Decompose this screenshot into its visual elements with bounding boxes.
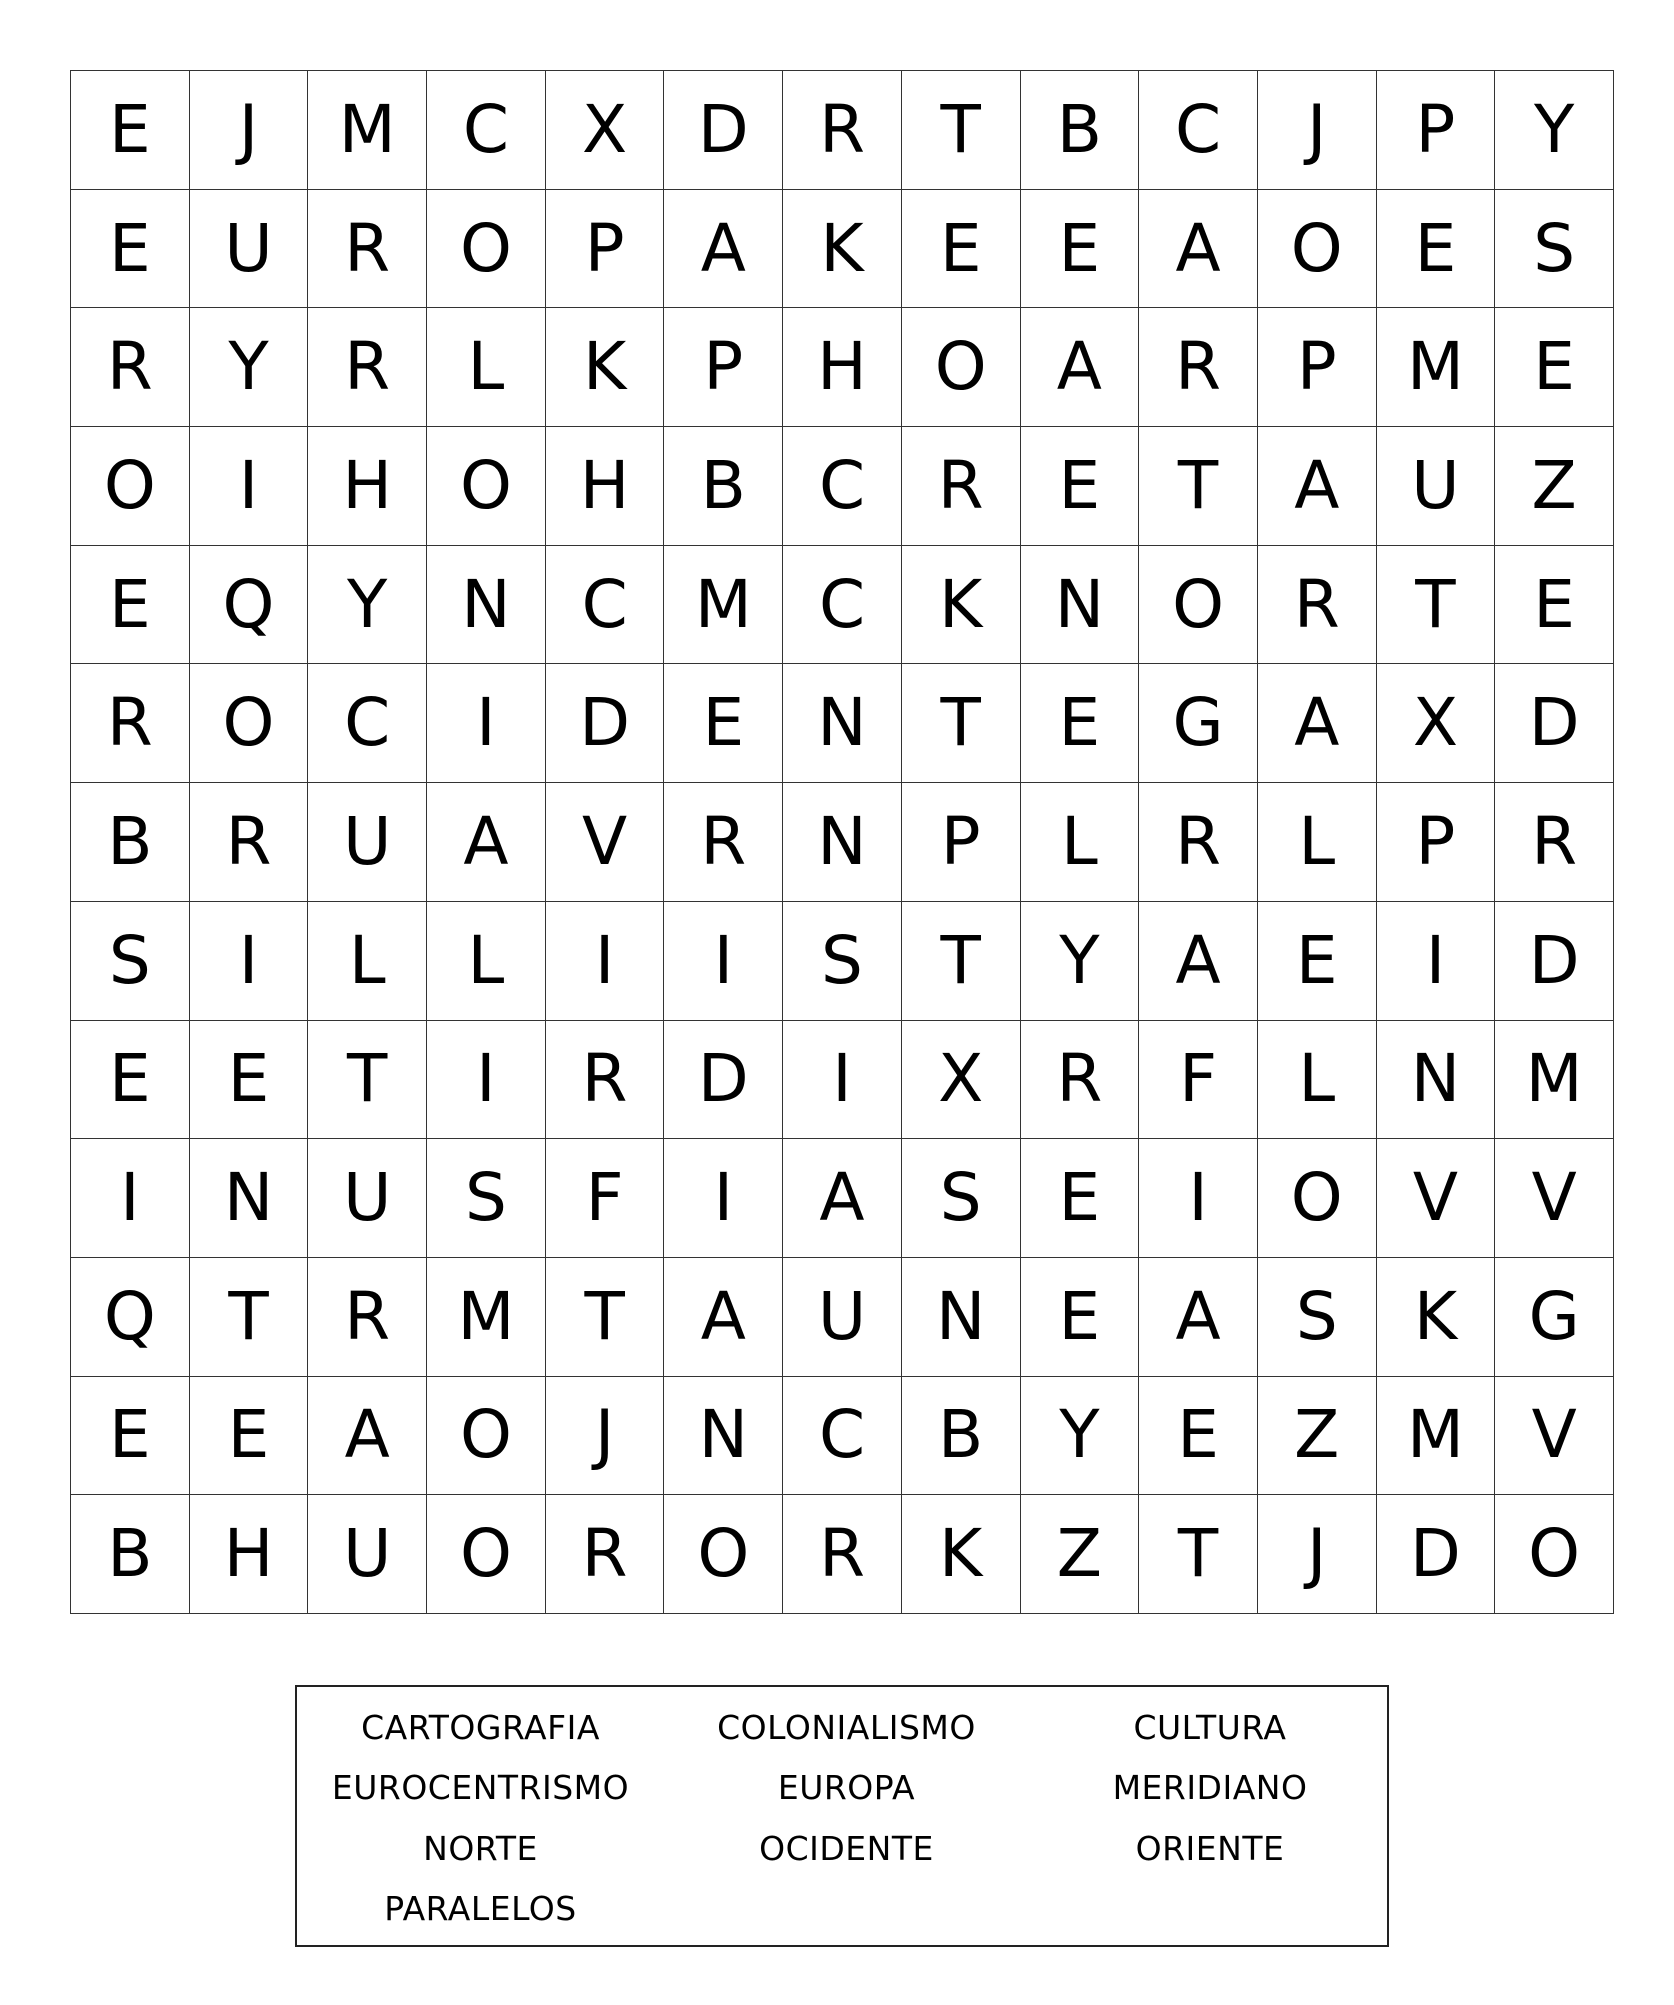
grid-cell[interactable]: K bbox=[546, 308, 665, 427]
grid-cell[interactable]: U bbox=[190, 190, 309, 309]
word-bank-item: PARALELOS bbox=[384, 1889, 577, 1929]
grid-cell[interactable]: A bbox=[1258, 664, 1377, 783]
grid-cell[interactable]: V bbox=[1377, 1139, 1496, 1258]
grid-cell[interactable]: F bbox=[1139, 1021, 1258, 1140]
grid-cell[interactable]: C bbox=[308, 664, 427, 783]
grid-cell[interactable]: T bbox=[308, 1021, 427, 1140]
grid-cell[interactable]: E bbox=[1021, 1139, 1140, 1258]
grid-cell[interactable]: E bbox=[190, 1021, 309, 1140]
grid-cell[interactable]: O bbox=[427, 427, 546, 546]
grid-cell[interactable]: M bbox=[664, 546, 783, 665]
grid-cell[interactable]: L bbox=[427, 308, 546, 427]
grid-cell[interactable]: A bbox=[308, 1377, 427, 1496]
grid-cell[interactable]: J bbox=[1258, 71, 1377, 190]
grid-cell[interactable]: A bbox=[1139, 902, 1258, 1021]
grid-cell[interactable]: T bbox=[1139, 427, 1258, 546]
grid-cell[interactable]: B bbox=[71, 783, 190, 902]
grid-cell[interactable]: D bbox=[1495, 902, 1614, 1021]
grid-cell[interactable]: R bbox=[664, 783, 783, 902]
grid-cell[interactable]: I bbox=[546, 902, 665, 1021]
grid-cell[interactable]: I bbox=[664, 902, 783, 1021]
grid-cell[interactable]: T bbox=[1139, 1495, 1258, 1614]
grid-cell[interactable]: E bbox=[71, 190, 190, 309]
grid-cell[interactable]: S bbox=[902, 1139, 1021, 1258]
grid-cell[interactable]: S bbox=[1258, 1258, 1377, 1377]
grid-cell[interactable]: E bbox=[664, 664, 783, 783]
grid-cell[interactable]: D bbox=[1495, 664, 1614, 783]
word-bank-item: CARTOGRAFIA bbox=[361, 1707, 600, 1747]
grid-cell[interactable]: R bbox=[308, 308, 427, 427]
grid-cell[interactable]: A bbox=[1139, 1258, 1258, 1377]
grid-cell[interactable]: N bbox=[902, 1258, 1021, 1377]
grid-cell[interactable]: O bbox=[1495, 1495, 1614, 1614]
grid-cell[interactable]: E bbox=[1021, 664, 1140, 783]
grid-cell[interactable]: E bbox=[1021, 190, 1140, 309]
grid-cell[interactable]: H bbox=[308, 427, 427, 546]
grid-cell[interactable]: H bbox=[546, 427, 665, 546]
grid-cell[interactable]: N bbox=[1021, 546, 1140, 665]
grid-cell[interactable]: F bbox=[546, 1139, 665, 1258]
grid-cell[interactable]: L bbox=[427, 902, 546, 1021]
grid-cell[interactable]: A bbox=[1021, 308, 1140, 427]
grid-cell[interactable]: R bbox=[783, 1495, 902, 1614]
grid-cell[interactable]: O bbox=[190, 664, 309, 783]
grid-cell[interactable]: I bbox=[664, 1139, 783, 1258]
grid-cell[interactable]: D bbox=[664, 1021, 783, 1140]
grid-cell[interactable]: R bbox=[1139, 308, 1258, 427]
grid-cell[interactable]: A bbox=[664, 1258, 783, 1377]
grid-cell[interactable]: O bbox=[902, 308, 1021, 427]
grid-cell[interactable]: U bbox=[308, 1139, 427, 1258]
grid-cell[interactable]: R bbox=[546, 1495, 665, 1614]
grid-cell[interactable]: T bbox=[190, 1258, 309, 1377]
grid-cell[interactable]: E bbox=[71, 1377, 190, 1496]
grid-cell[interactable]: Y bbox=[190, 308, 309, 427]
grid-cell[interactable]: R bbox=[546, 1021, 665, 1140]
grid-cell[interactable]: I bbox=[190, 902, 309, 1021]
grid-cell[interactable]: E bbox=[1377, 190, 1496, 309]
grid-cell[interactable]: C bbox=[783, 546, 902, 665]
grid-cell[interactable]: E bbox=[902, 190, 1021, 309]
grid-cell[interactable]: R bbox=[1021, 1021, 1140, 1140]
grid-cell[interactable]: V bbox=[546, 783, 665, 902]
word-bank-item: COLONIALISMO bbox=[717, 1707, 976, 1747]
word-bank-item: NORTE bbox=[423, 1828, 538, 1868]
grid-cell[interactable]: U bbox=[308, 1495, 427, 1614]
grid-cell[interactable]: S bbox=[1495, 190, 1614, 309]
grid-cell[interactable]: M bbox=[1377, 308, 1496, 427]
grid-cell[interactable]: T bbox=[546, 1258, 665, 1377]
grid-cell[interactable]: M bbox=[427, 1258, 546, 1377]
grid-cell[interactable]: N bbox=[427, 546, 546, 665]
grid-cell[interactable]: E bbox=[1258, 902, 1377, 1021]
grid-cell[interactable]: E bbox=[1139, 1377, 1258, 1496]
grid-cell[interactable]: B bbox=[71, 1495, 190, 1614]
grid-cell[interactable]: Z bbox=[1495, 427, 1614, 546]
grid-cell[interactable]: V bbox=[1495, 1377, 1614, 1496]
grid-cell[interactable]: U bbox=[783, 1258, 902, 1377]
grid-cell[interactable]: E bbox=[1021, 427, 1140, 546]
grid-cell[interactable]: Z bbox=[1021, 1495, 1140, 1614]
word-bank-item: EUROCENTRISMO bbox=[331, 1768, 630, 1808]
grid-cell[interactable]: Y bbox=[1021, 902, 1140, 1021]
grid-cell[interactable]: R bbox=[1495, 783, 1614, 902]
grid-cell[interactable]: B bbox=[664, 427, 783, 546]
grid-cell[interactable]: Z bbox=[1258, 1377, 1377, 1496]
grid-cell[interactable]: G bbox=[1139, 664, 1258, 783]
grid-cell[interactable]: N bbox=[664, 1377, 783, 1496]
word-bank-item: CULTURA bbox=[1133, 1707, 1287, 1747]
grid-cell[interactable]: L bbox=[308, 902, 427, 1021]
grid-cell[interactable]: E bbox=[1021, 1258, 1140, 1377]
grid-cell[interactable]: M bbox=[308, 71, 427, 190]
grid-cell[interactable]: C bbox=[427, 71, 546, 190]
grid-cell[interactable]: N bbox=[190, 1139, 309, 1258]
grid-cell[interactable]: V bbox=[1495, 1139, 1614, 1258]
grid-cell[interactable]: I bbox=[1377, 902, 1496, 1021]
grid-cell[interactable]: P bbox=[1258, 308, 1377, 427]
grid-cell[interactable]: Y bbox=[1021, 1377, 1140, 1496]
grid-cell[interactable]: R bbox=[1139, 783, 1258, 902]
grid-cell[interactable]: A bbox=[1139, 190, 1258, 309]
grid-cell[interactable]: K bbox=[902, 546, 1021, 665]
grid-cell[interactable]: R bbox=[902, 427, 1021, 546]
grid-cell[interactable]: P bbox=[902, 783, 1021, 902]
grid-cell[interactable]: O bbox=[1258, 1139, 1377, 1258]
word-bank-item: MERIDIANO bbox=[1112, 1768, 1308, 1808]
grid-cell[interactable]: O bbox=[427, 1377, 546, 1496]
grid-cell[interactable]: J bbox=[546, 1377, 665, 1496]
grid-cell[interactable]: P bbox=[546, 190, 665, 309]
grid-cell[interactable]: P bbox=[664, 308, 783, 427]
word-bank-item: EUROPA bbox=[777, 1768, 916, 1808]
grid-cell[interactable]: S bbox=[427, 1139, 546, 1258]
grid-cell[interactable]: N bbox=[783, 783, 902, 902]
grid-cell[interactable]: R bbox=[1258, 546, 1377, 665]
grid-cell[interactable]: K bbox=[902, 1495, 1021, 1614]
grid-cell[interactable]: N bbox=[1377, 1021, 1496, 1140]
grid-cell[interactable]: U bbox=[308, 783, 427, 902]
grid-cell[interactable]: A bbox=[783, 1139, 902, 1258]
grid-cell[interactable]: J bbox=[190, 71, 309, 190]
grid-cell[interactable]: K bbox=[783, 190, 902, 309]
grid-cell[interactable]: R bbox=[71, 664, 190, 783]
grid-cell[interactable]: H bbox=[783, 308, 902, 427]
grid-cell[interactable]: L bbox=[1021, 783, 1140, 902]
grid-cell[interactable]: B bbox=[1021, 71, 1140, 190]
grid-cell[interactable]: X bbox=[546, 71, 665, 190]
grid-cell[interactable]: T bbox=[902, 902, 1021, 1021]
letter-grid bbox=[70, 70, 1614, 1614]
grid-cell[interactable]: O bbox=[71, 427, 190, 546]
grid-cell[interactable]: A bbox=[664, 190, 783, 309]
grid-cell[interactable]: T bbox=[902, 664, 1021, 783]
grid-cell[interactable]: D bbox=[1377, 1495, 1496, 1614]
word-bank bbox=[295, 1685, 1389, 1947]
grid-cell[interactable]: S bbox=[783, 902, 902, 1021]
grid-cell[interactable]: O bbox=[1139, 546, 1258, 665]
word-bank-item: OCIDENTE bbox=[759, 1828, 934, 1868]
grid-cell[interactable]: O bbox=[1258, 190, 1377, 309]
grid-cell[interactable]: C bbox=[546, 546, 665, 665]
grid-cell[interactable]: E bbox=[1495, 546, 1614, 665]
grid-cell[interactable]: Y bbox=[308, 546, 427, 665]
grid-cell[interactable]: A bbox=[1258, 427, 1377, 546]
grid-cell[interactable]: K bbox=[1377, 1258, 1496, 1377]
grid-cell[interactable]: C bbox=[783, 427, 902, 546]
grid-cell[interactable]: P bbox=[1377, 71, 1496, 190]
word-bank-item: ORIENTE bbox=[1135, 1828, 1285, 1868]
grid-cell[interactable]: R bbox=[190, 783, 309, 902]
grid-cell[interactable]: I bbox=[427, 664, 546, 783]
grid-cell[interactable]: R bbox=[783, 71, 902, 190]
grid-cell[interactable]: M bbox=[1495, 1021, 1614, 1140]
grid-cell[interactable]: X bbox=[902, 1021, 1021, 1140]
grid-cell[interactable]: S bbox=[71, 902, 190, 1021]
grid-cell[interactable]: E bbox=[1495, 308, 1614, 427]
grid-cell[interactable]: D bbox=[664, 71, 783, 190]
grid-cell[interactable]: I bbox=[71, 1139, 190, 1258]
grid-cell[interactable]: E bbox=[190, 1377, 309, 1496]
grid-cell[interactable]: I bbox=[190, 427, 309, 546]
grid-cell[interactable]: Q bbox=[71, 1258, 190, 1377]
grid-cell[interactable]: D bbox=[546, 664, 665, 783]
grid-cell[interactable]: Q bbox=[190, 546, 309, 665]
grid-cell[interactable]: R bbox=[308, 1258, 427, 1377]
grid-cell[interactable]: E bbox=[71, 546, 190, 665]
grid-cell[interactable]: U bbox=[1377, 427, 1496, 546]
grid-cell[interactable]: E bbox=[71, 71, 190, 190]
grid-cell[interactable]: M bbox=[1377, 1377, 1496, 1496]
grid-cell[interactable]: R bbox=[308, 190, 427, 309]
grid-cell[interactable]: R bbox=[71, 308, 190, 427]
grid-cell[interactable]: O bbox=[427, 190, 546, 309]
grid-cell[interactable]: A bbox=[427, 783, 546, 902]
grid-cell[interactable]: B bbox=[902, 1377, 1021, 1496]
grid-cell[interactable]: T bbox=[1377, 546, 1496, 665]
grid-cell[interactable]: Y bbox=[1495, 71, 1614, 190]
grid-cell[interactable]: I bbox=[783, 1021, 902, 1140]
grid-cell[interactable]: O bbox=[664, 1495, 783, 1614]
grid-cell[interactable]: N bbox=[783, 664, 902, 783]
grid-cell[interactable]: I bbox=[427, 1021, 546, 1140]
grid-cell[interactable]: C bbox=[1139, 71, 1258, 190]
grid-cell[interactable]: T bbox=[902, 71, 1021, 190]
grid-cell[interactable]: C bbox=[783, 1377, 902, 1496]
grid-cell[interactable]: L bbox=[1258, 1021, 1377, 1140]
grid-cell[interactable]: P bbox=[1377, 783, 1496, 902]
grid-cell[interactable]: H bbox=[190, 1495, 309, 1614]
grid-cell[interactable]: J bbox=[1258, 1495, 1377, 1614]
grid-cell[interactable]: G bbox=[1495, 1258, 1614, 1377]
grid-cell[interactable]: E bbox=[71, 1021, 190, 1140]
grid-cell[interactable]: L bbox=[1258, 783, 1377, 902]
grid-cell[interactable]: I bbox=[1139, 1139, 1258, 1258]
grid-cell[interactable]: O bbox=[427, 1495, 546, 1614]
grid-cell[interactable]: X bbox=[1377, 664, 1496, 783]
